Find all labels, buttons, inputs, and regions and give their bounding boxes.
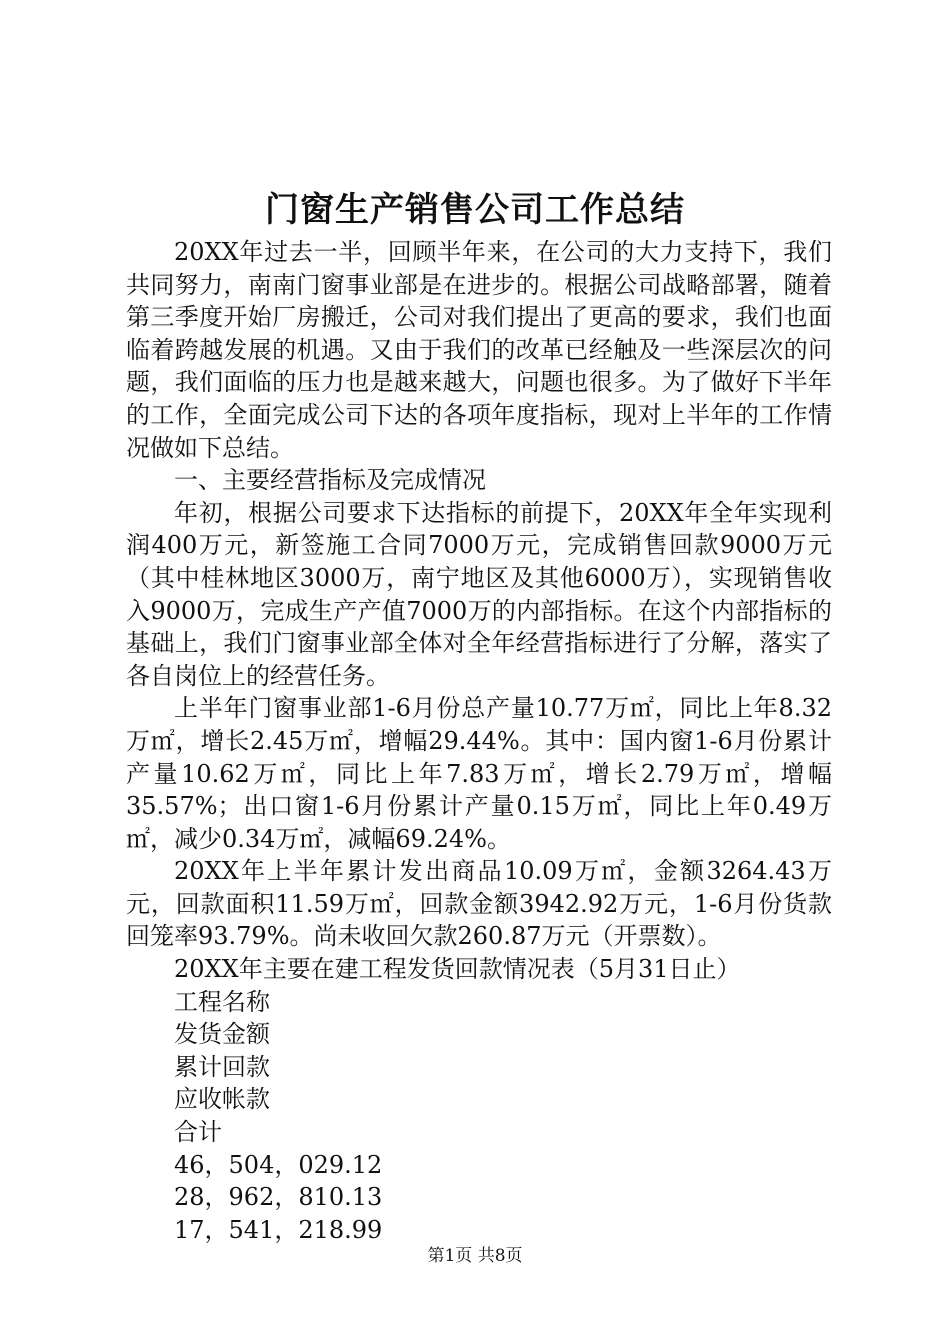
table-total-receivable: 17，541，218.99 xyxy=(174,1215,383,1244)
paragraph-targets: 年初，根据公司要求下达指标的前提下，20XX年全年实现利润400万元，新签施工合同7000万元，完成销售回款9000万元（其中桂林地区3000万，南宁地区及其他6000万），实现销售收入9000万，完成生产产值7000万的内部指标。在这个内部指标的基础上，我们门窗事业部全体对全年经营指标进行了分解，落实了各自岗位上的经营任务。 xyxy=(126,498,832,690)
section-heading: 一、主要经营指标及完成情况 xyxy=(174,466,486,495)
table-total-label: 合计 xyxy=(174,1118,222,1147)
paragraph-intro: 20XX年过去一半，回顾半年来，在公司的大力支持下，我们共同努力，南南门窗事业部是在进步的。根据公司战略部署，随着第三季度开始厂房搬迁，公司对我们提出了更高的要求，我们也面临着跨越发展的机遇。又由于我们的改革已经触及一些深层次的问题，我们面临的压力也是越来越大，问题也很多。为了做好下半年的工作，全面完成公司下达的各项年度指标，现对上半年的工作情况做如下总结。 xyxy=(126,238,832,462)
paragraph-shipments: 20XX年上半年累计发出商品10.09万㎡，金额3264.43万元，回款面积11.59万㎡，回款金额3942.92万元，1-6月份货款回笼率93.79%。尚未收回欠款260.87万元（开票数）。 xyxy=(126,857,832,951)
table-total-shipment: 46，504，029.12 xyxy=(174,1150,383,1179)
table-header-shipment-amount: 发货金额 xyxy=(174,1020,270,1049)
table-header-receivables: 应收帐款 xyxy=(174,1085,270,1114)
paragraph-production: 上半年门窗事业部1-6月份总产量10.77万㎡，同比上年8.32万㎡，增长2.45万㎡，增幅29.44%。其中：国内窗1-6月份累计产量10.62万㎡，同比上年7.83万㎡，增长2.79万㎡，增幅35.57%；出口窗1-6月份累计产量0.15万㎡，同比上年0.49万㎡，减少0.34万㎡，减幅69.24%。 xyxy=(126,694,832,853)
table-header-project-name: 工程名称 xyxy=(174,987,270,1016)
document-body xyxy=(126,236,832,1246)
page-footer: 第1页 共8页 xyxy=(427,1246,523,1266)
table-caption: 20XX年主要在建工程发货回款情况表（5月31日止） xyxy=(174,955,741,984)
table-header-cumulative-payment: 累计回款 xyxy=(174,1052,270,1081)
document-title: 门窗生产销售公司工作总结 xyxy=(265,190,685,230)
table-total-payment: 28，962，810.13 xyxy=(174,1183,383,1212)
